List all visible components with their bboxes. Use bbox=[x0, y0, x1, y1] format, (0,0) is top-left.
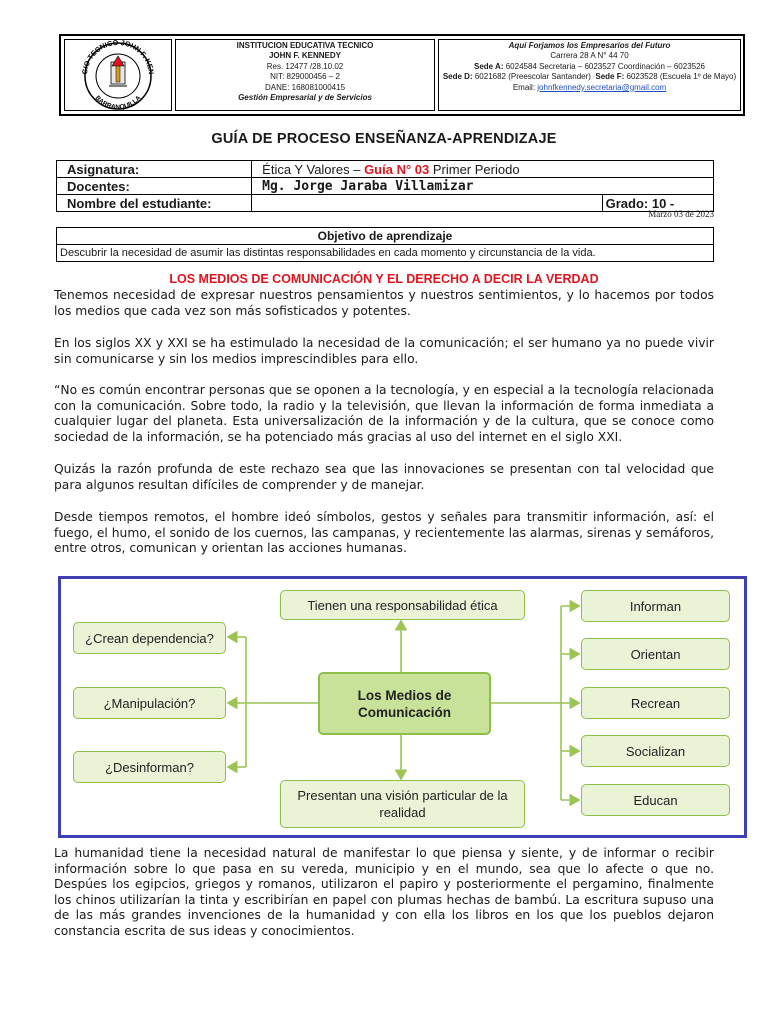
left-node-dependency: ¿Crean dependencia? bbox=[73, 622, 226, 654]
teachers-label: Docentes: bbox=[57, 178, 252, 195]
resolution: Res. 12477 /28.10.02 bbox=[266, 61, 344, 71]
email-label: Email: bbox=[512, 82, 538, 92]
paragraph-3: “No es común encontrar personas que se oponen a la tecnología, y en especial a la tecnología relacionada con la comunicación. Sobre todo, la radio y la televisión, que llevan la información de forma inmediata a cualquier lugar del planeta. Esta universalización de la información y de la cultura, que se conoce como sociedad de la información, se ha potenciado más gracias al uso del internet en el siglo XXI. bbox=[54, 383, 714, 444]
subject-row bbox=[57, 161, 714, 178]
paragraph-4: Quizás la razón profunda de este rechazo sea que las innovaciones se presentan con tal velocidad que para algunos resultan difíciles de comprender y de manejar. bbox=[54, 462, 714, 492]
info-table bbox=[56, 160, 714, 212]
contact-info bbox=[438, 39, 741, 111]
top-node: Tienen una responsabilidad ética bbox=[280, 590, 525, 620]
paragraph-6: La humanidad tiene la necesidad natural de manifestar lo que piensa y siente, y de informar o recibir información sobre lo que pasa en su vereda, municipio y en el mundo, sea que lo afecte o que no. Despúes los egipcios, griegos y romanos, utilizaron el papiro y posteriormente el pergamino, finalmente los chinos utilizarían la tinta y escribirían en papel con plumas hechas de bambú. La escritura supuso una de las más grandes invenciones de la humanidad y con ella los libros en los que los pueblos dejaron constancia escrita de sus ideas y conocimientos. bbox=[54, 846, 714, 938]
svg-text:BARRANQUILLA bbox=[94, 94, 143, 110]
sede-a bbox=[439, 62, 740, 72]
guide-number: Guía N° 03 bbox=[364, 161, 430, 177]
concept-map bbox=[58, 576, 747, 838]
right-node-recreate: Recrean bbox=[581, 687, 730, 719]
nit: NIT: 829000456 – 2 bbox=[270, 72, 340, 82]
document-title: GUÍA DE PROCESO ENSEÑANZA-APRENDIZAJE bbox=[211, 131, 557, 147]
sede-d-label: Sede D: bbox=[442, 72, 473, 82]
teacher-name: Mg. Jorge Jaraba Villamizar bbox=[252, 178, 714, 195]
grade: Grado: 10 - bbox=[602, 195, 713, 212]
left-node-manipulation: ¿Manipulación? bbox=[73, 687, 226, 719]
sede-f-label: Sede F: bbox=[595, 72, 625, 82]
right-node-educate: Educan bbox=[581, 784, 730, 816]
bottom-node: Presentan una visión particular de la realidad bbox=[280, 780, 525, 828]
right-node-socialize: Socializan bbox=[581, 735, 730, 767]
subject-value: Ética Y Valores – bbox=[262, 161, 365, 177]
logo-text-top: GIO TECNICO JOHN F. KEN bbox=[79, 40, 157, 75]
sede-a-label: Sede A: bbox=[474, 61, 504, 71]
sede-a-value: 6024584 Secretaria – 6023527 Coordinación – 6023526 bbox=[503, 61, 705, 71]
right-node-inform: Informan bbox=[581, 590, 730, 622]
email-link[interactable]: johnfkennedy.secretaria@gmail.com bbox=[537, 82, 667, 92]
teachers-row bbox=[57, 178, 714, 195]
center-node: Los Medios de Comunicación bbox=[318, 672, 491, 735]
email-line bbox=[439, 83, 740, 93]
student-name-field[interactable] bbox=[252, 195, 602, 212]
tagline: Aquí Forjamos los Empresarios del Futuro bbox=[508, 41, 671, 50]
paragraph-2: En los siglos XX y XXI se ha estimulado la necesidad de la comunicación; el ser humano ya no puede vivir sin comunicarse y sin los medios imprescindibles para ello. bbox=[54, 336, 714, 366]
student-row bbox=[57, 195, 714, 212]
motto: Gestión Empresarial y de Servicios bbox=[238, 93, 372, 103]
date: Marzo 03 de 2023 bbox=[648, 209, 714, 219]
subject-label: Asignatura: bbox=[57, 161, 252, 178]
institution-name: JOHN F. KENNEDY bbox=[268, 51, 341, 61]
institution-type: INSTITUCION EDUCATIVA TECNICO bbox=[236, 41, 374, 50]
objective-text: Descubrir la necesidad de asumir las distintas responsabilidades en cada momento y circunstancia de la vida. bbox=[57, 245, 714, 262]
dane: DANE: 168081000415 bbox=[264, 82, 346, 92]
logo-text-bottom: BARRANQUILLA bbox=[93, 94, 143, 110]
left-node-misinformation: ¿Desinforman? bbox=[73, 751, 226, 783]
section-title: LOS MEDIOS DE COMUNICACIÓN Y EL DERECHO A DECIR LA VERDAD bbox=[169, 272, 599, 286]
school-logo bbox=[64, 39, 172, 111]
svg-text:COLEGIO TECNICO JOHN F. KENNED bbox=[65, 40, 156, 75]
sede-f-value: 6023528 (Escuela 1º de Mayo) bbox=[624, 72, 737, 82]
sede-d-value: 6021682 (Preescolar Santander) bbox=[472, 72, 591, 82]
period: Primer Periodo bbox=[429, 161, 520, 177]
subject-cell bbox=[252, 161, 714, 178]
objective-heading: Objetivo de aprendizaje bbox=[57, 228, 714, 245]
paragraph-1: Tenemos necesidad de expresar nuestros pensamientos y nuestros sentimientos, y lo hacemos por todos los medios que cada vez son más sofisticados y potentes. bbox=[54, 288, 714, 318]
right-node-orient: Orientan bbox=[581, 638, 730, 670]
address: Carrera 28 A N° 44 70 bbox=[550, 51, 629, 61]
letterhead bbox=[59, 34, 745, 116]
student-label: Nombre del estudiante: bbox=[57, 195, 252, 212]
paragraph-5: Desde tiempos remotos, el hombre ideó símbolos, gestos y señales para transmitir información, así: el fuego, el humo, el sonido de los cuernos, las campanas, y recientemente las alarmas, sirenas y semáforos, entre otros, comunican y orientan las acciones humanas. bbox=[54, 510, 714, 556]
objective-table bbox=[56, 227, 714, 262]
sede-d-f bbox=[439, 72, 740, 82]
institution-info bbox=[175, 39, 435, 111]
